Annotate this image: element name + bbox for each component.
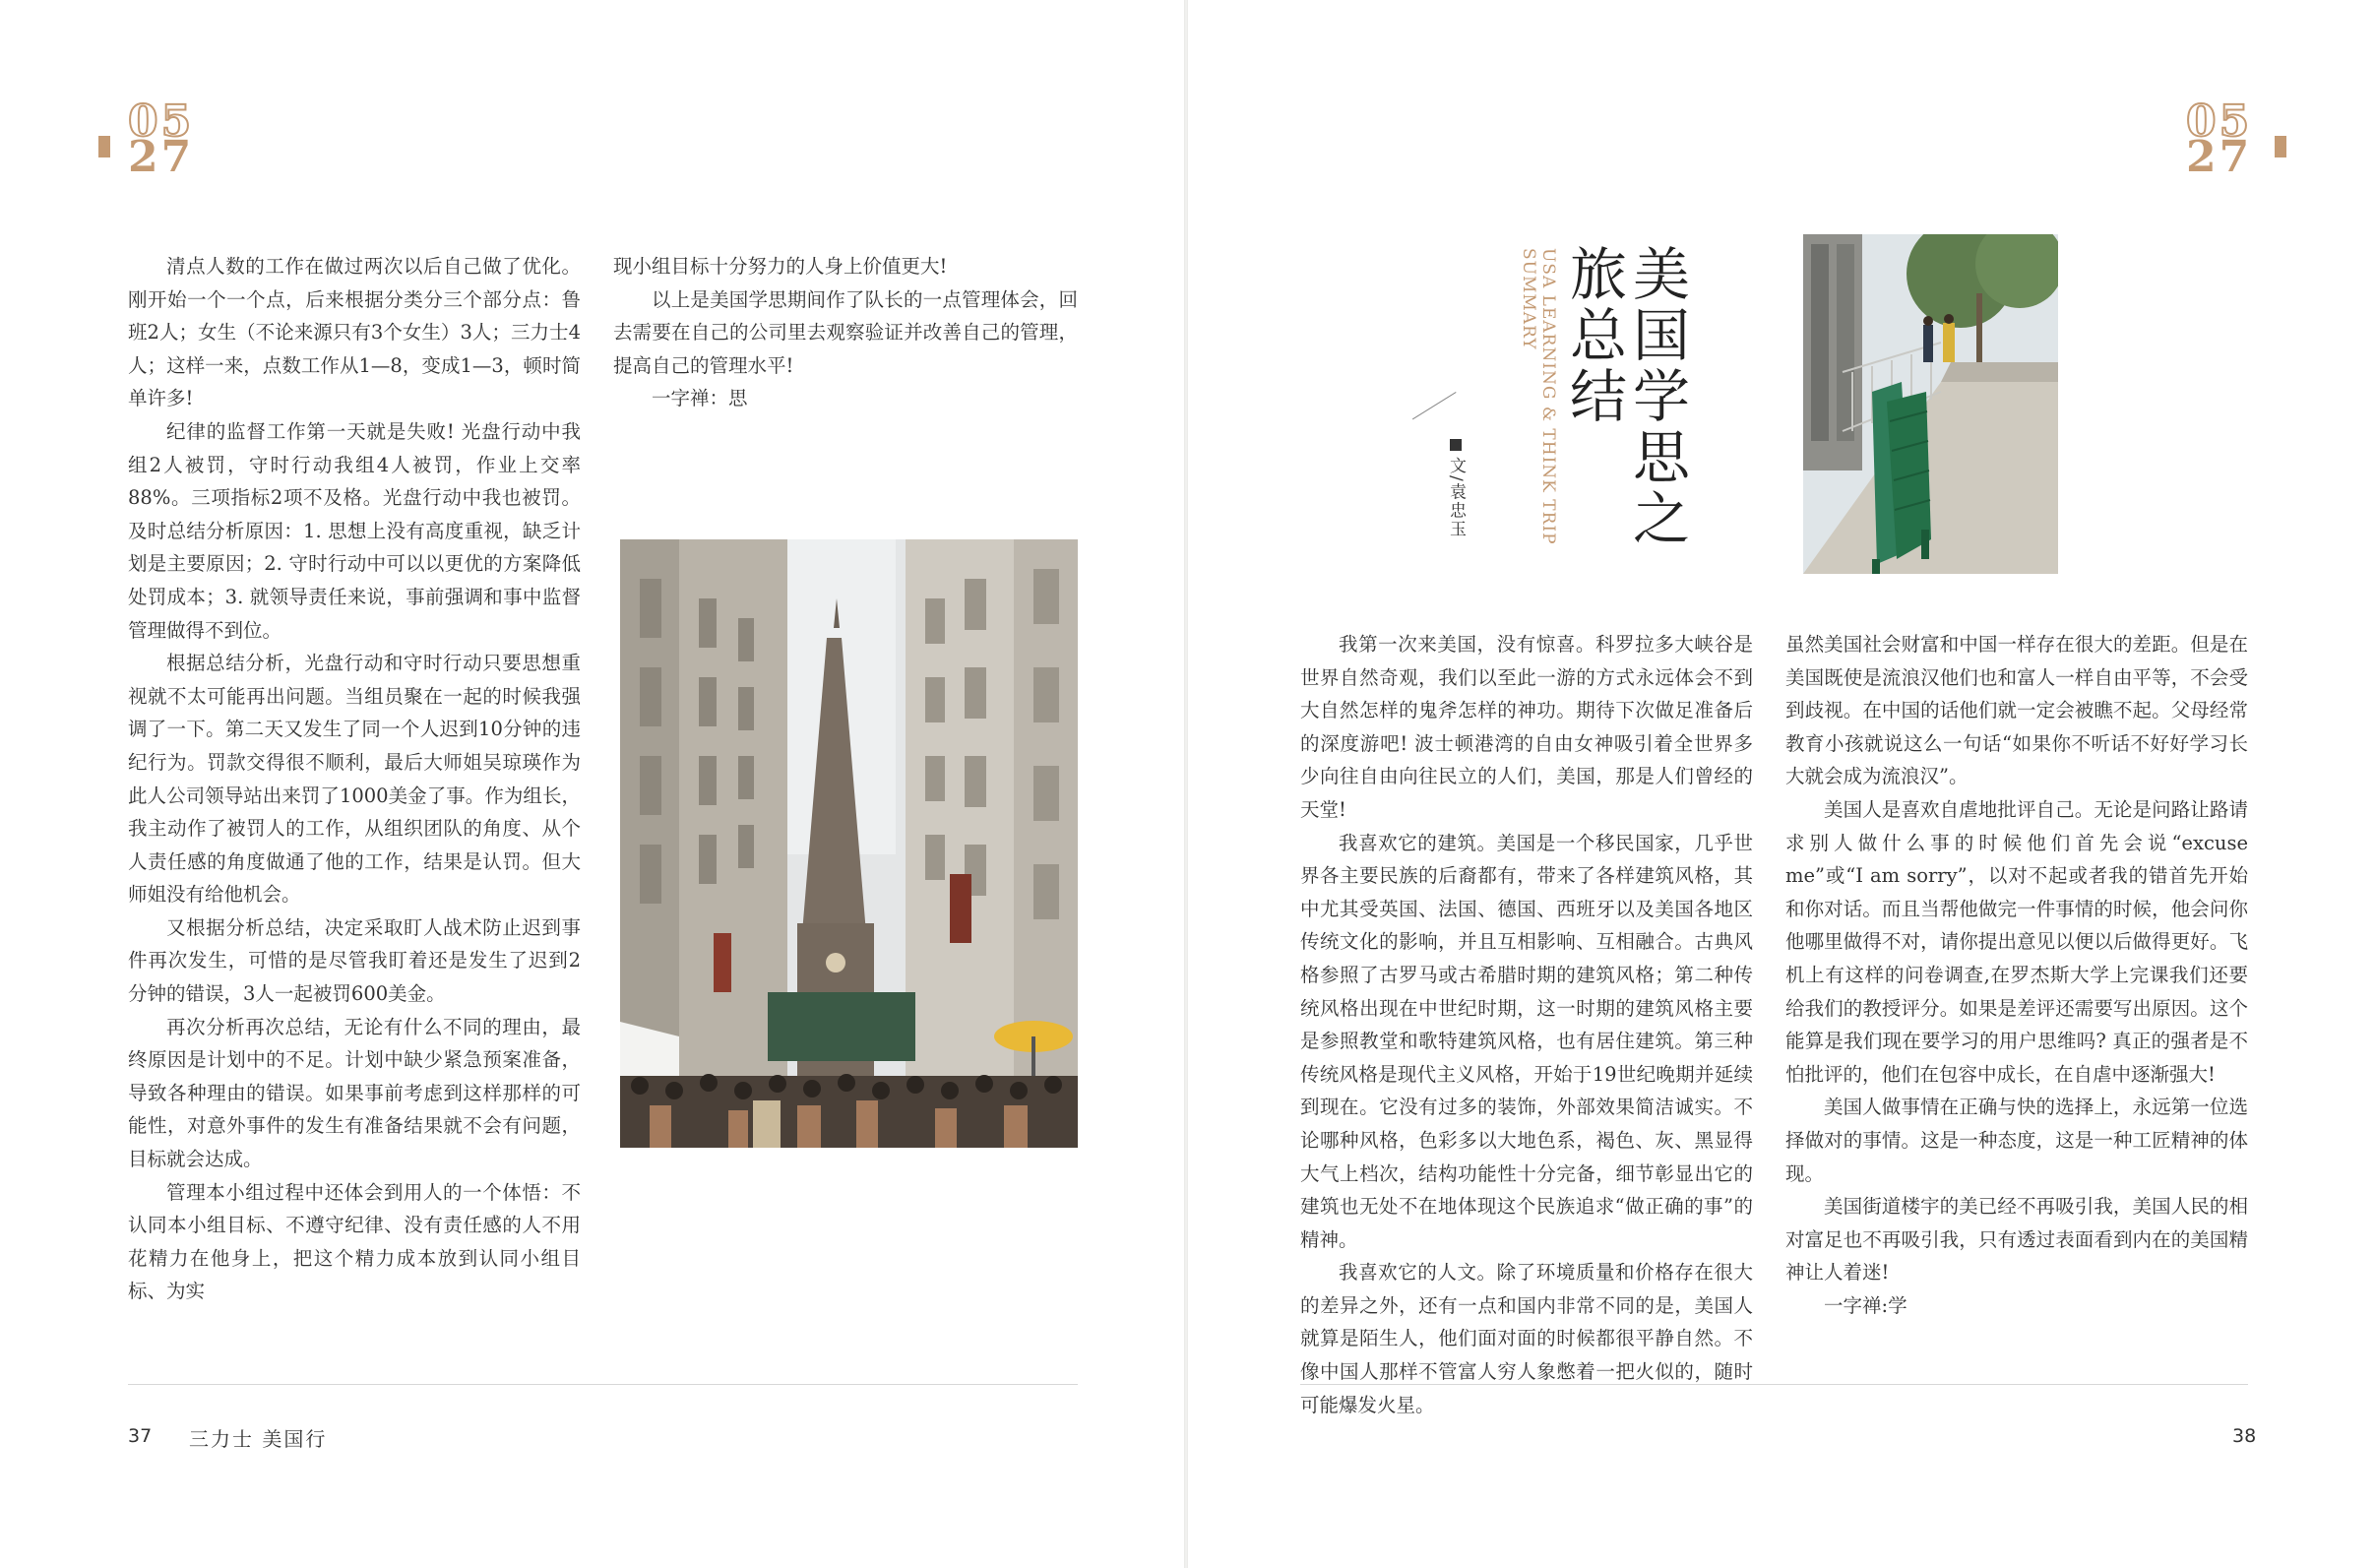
left-page: [0, 0, 1184, 1568]
date-month: 05: [128, 96, 195, 147]
paragraph: 根据总结分析，光盘行动和守时行动只要思想重视就不太可能再出问题。当组员聚在一起的时候我强调了一下。第二天又发生了同一个人迟到10分钟的违纪行为。罚款交得很不顺利，最后大师姐吴琼瑛作为此人公司领导站出来罚了1000美金了事。作为组长，我主动作了被罚人的工作，从组织团队的角度、从个人责任感的角度做通了他的工作，结果是认罚。但大师姐没有给他机会。: [128, 652, 581, 907]
article-title-english: USA LEARNING & THINK TRIP SUMMARY: [1519, 248, 1558, 545]
paragraph-continued: 虽然美国社会财富和中国一样存在很大的差距。但是在美国既使是流浪汉他们也和富人一样自由平等，不会受到歧视。在中国的话他们就一定会被瞧不起。父母经常教育小孩就说这么一句话“如果你不听话不好好学习长大就会成为流浪汉”。: [1785, 633, 2248, 788]
paragraph: 清点人数的工作在做过两次以后自己做了优化。刚开始一个一个点，后来根据分类分三个部分点：鲁班2人；女生（不论来源只有3个女生）3人；三力士4人；这样一来，点数工作从1—8，变成1—3，顿时简单许多!: [128, 255, 581, 410]
paragraph: 我第一次来美国，没有惊喜。科罗拉多大峡谷是世界自然奇观，我们以至此一游的方式永远体会不到大自然怎样的鬼斧怎样的神功。期待下次做足准备后的深度游吧! 波士顿港湾的自由女神吸引着全世界多少向往自由向往民立的人们，美国，那是人们曾经的天堂!: [1300, 633, 1753, 821]
page-number-right: 38: [2232, 1425, 2257, 1447]
paragraph: 以上是美国学思期间作了队长的一点管理体会，回去需要在自己的公司里去观察验证并改善自己的管理，提高自己的管理水平!: [613, 287, 1078, 377]
paragraph: 美国人是喜欢自虐地批评自己。无论是问路让路请求别人做什么事的时候他们首先会说“excuse me”或“I am sorry”，以对不起或者我的错首先开始和你对话。而且当帮他做完一件事情的时候，他会问你他哪里做得不对，请你提出意见以便以后做得更好。飞机上有这样的问卷调查,在罗杰斯大学上完课我们还要给我们的教授评分。如果是差评还需要写出原因。这个能算是我们现在要学习的用户思维吗? 真正的强者是不怕批评的，他们在包容中成长，在自虐中逐渐强大!: [1785, 797, 2248, 1086]
title-divider: [1412, 392, 1457, 419]
footer-rule-left: [128, 1384, 1078, 1385]
byline-square-icon: [1450, 439, 1462, 451]
left-column-2: [613, 250, 1078, 415]
date-day: 27: [128, 132, 195, 182]
article-title: 美国学思之旅总结: [1560, 244, 1690, 549]
signature-line: 一字禅：思: [652, 387, 748, 410]
church-street-photo: [620, 539, 1078, 1148]
left-column-1: [128, 250, 581, 1308]
paragraph: 管理本小组过程中还体会到用人的一个体悟：不认同本小组目标、不遵守纪律、没有责任感的人不用花精力在他身上，把这个精力成本放到认同小组目标、为实: [128, 1180, 581, 1303]
paragraph: 我喜欢它的人文。除了环境质量和价格存在很大的差异之外，还有一点和国内非常不同的是，美国人就算是陌生人，他们面对面的时候都很平静自然。不像中国人那样不管富人穷人象憋着一把火似的，随时可能爆发火星。: [1300, 1261, 1753, 1416]
magazine-name: 三力士 美国行: [189, 1427, 328, 1451]
author-byline: [1444, 439, 1469, 557]
street-bench-photo: [1803, 234, 2058, 574]
paragraph: 我喜欢它的建筑。美国是一个移民国家，几乎世界各主要民族的后裔都有，带来了各样建筑风格，其中尤其受英国、法国、德国、西班牙以及美国各地区传统文化的影响，并且互相影响、互相融合。古典风格参照了古罗马或古希腊时期的建筑风格；第二种传统风格出现在中世纪时期，这一时期的建筑风格主要是参照教堂和歌特建筑风格，也有居住建筑。第三种传统风格是现代主义风格，开始于19世纪晚期并延续到现在。它没有过多的装饰，外部效果简洁诚实。不论哪种风格，色彩多以大地色系，褐色、灰、黑显得大气上档次，结构功能性十分完备，细节彰显出它的建筑也无处不在地体现这个民族追求“做正确的事”的精神。: [1300, 831, 1753, 1251]
date-bar: [2275, 136, 2286, 157]
footer-rule-right: [1300, 1384, 2248, 1385]
paragraph: 美国人做事情在正确与快的选择上，永远第一位选择做对的事情。这是一种态度，这是一种工匠精神的体现。: [1785, 1096, 2248, 1185]
signature-line: 一字禅:学: [1824, 1293, 1907, 1317]
paragraph: 美国街道楼宇的美已经不再吸引我，美国人民的相对富足也不再吸引我，只有透过表面看到内在的美国精神让人着迷!: [1785, 1195, 2248, 1285]
author-name: 文/袁忠玉: [1446, 457, 1466, 539]
date-mark-left: [94, 96, 203, 182]
paragraph: 再次分析再次总结，无论有什么不同的理由，最终原因是计划中的不足。计划中缺少紧急预案准备，导致各种理由的错误。如果事前考虑到这样那样的可能性，对意外事件的发生有准备结果就不会有问题，目标就会达成。: [128, 1015, 581, 1171]
street-bench-illustration: [1803, 234, 2058, 574]
church-street-illustration: [620, 539, 1078, 1148]
paragraph: 纪律的监督工作第一天就是失败! 光盘行动中我组2人被罚，守时行动我组4人被罚，作业上交率88%。三项指标2项不及格。光盘行动中我也被罚。及时总结分析原因：1. 思想上没有高度重视，缺乏计划是主要原因；2. 守时行动中可以以更优的方案降低处罚成本；3. 就领导责任来说，事前强调和事中监督管理做得不到位。: [128, 419, 581, 642]
paragraph-continued: 现小组目标十分努力的人身上价值更大!: [613, 255, 948, 278]
right-column-1: [1300, 628, 1753, 1421]
date-month: 05: [2186, 96, 2253, 147]
right-column-2: [1785, 628, 2248, 1322]
page-number-left: 37: [128, 1425, 153, 1447]
date-mark-right: [2186, 96, 2294, 182]
right-page: [1188, 0, 2376, 1568]
paragraph: 又根据分析总结，决定采取盯人战术防止迟到事件再次发生，可惜的是尽管我盯着还是发生了迟到2分钟的错误，3人一起被罚600美金。: [128, 915, 581, 1006]
date-bar: [98, 136, 110, 157]
date-day: 27: [2186, 132, 2253, 182]
